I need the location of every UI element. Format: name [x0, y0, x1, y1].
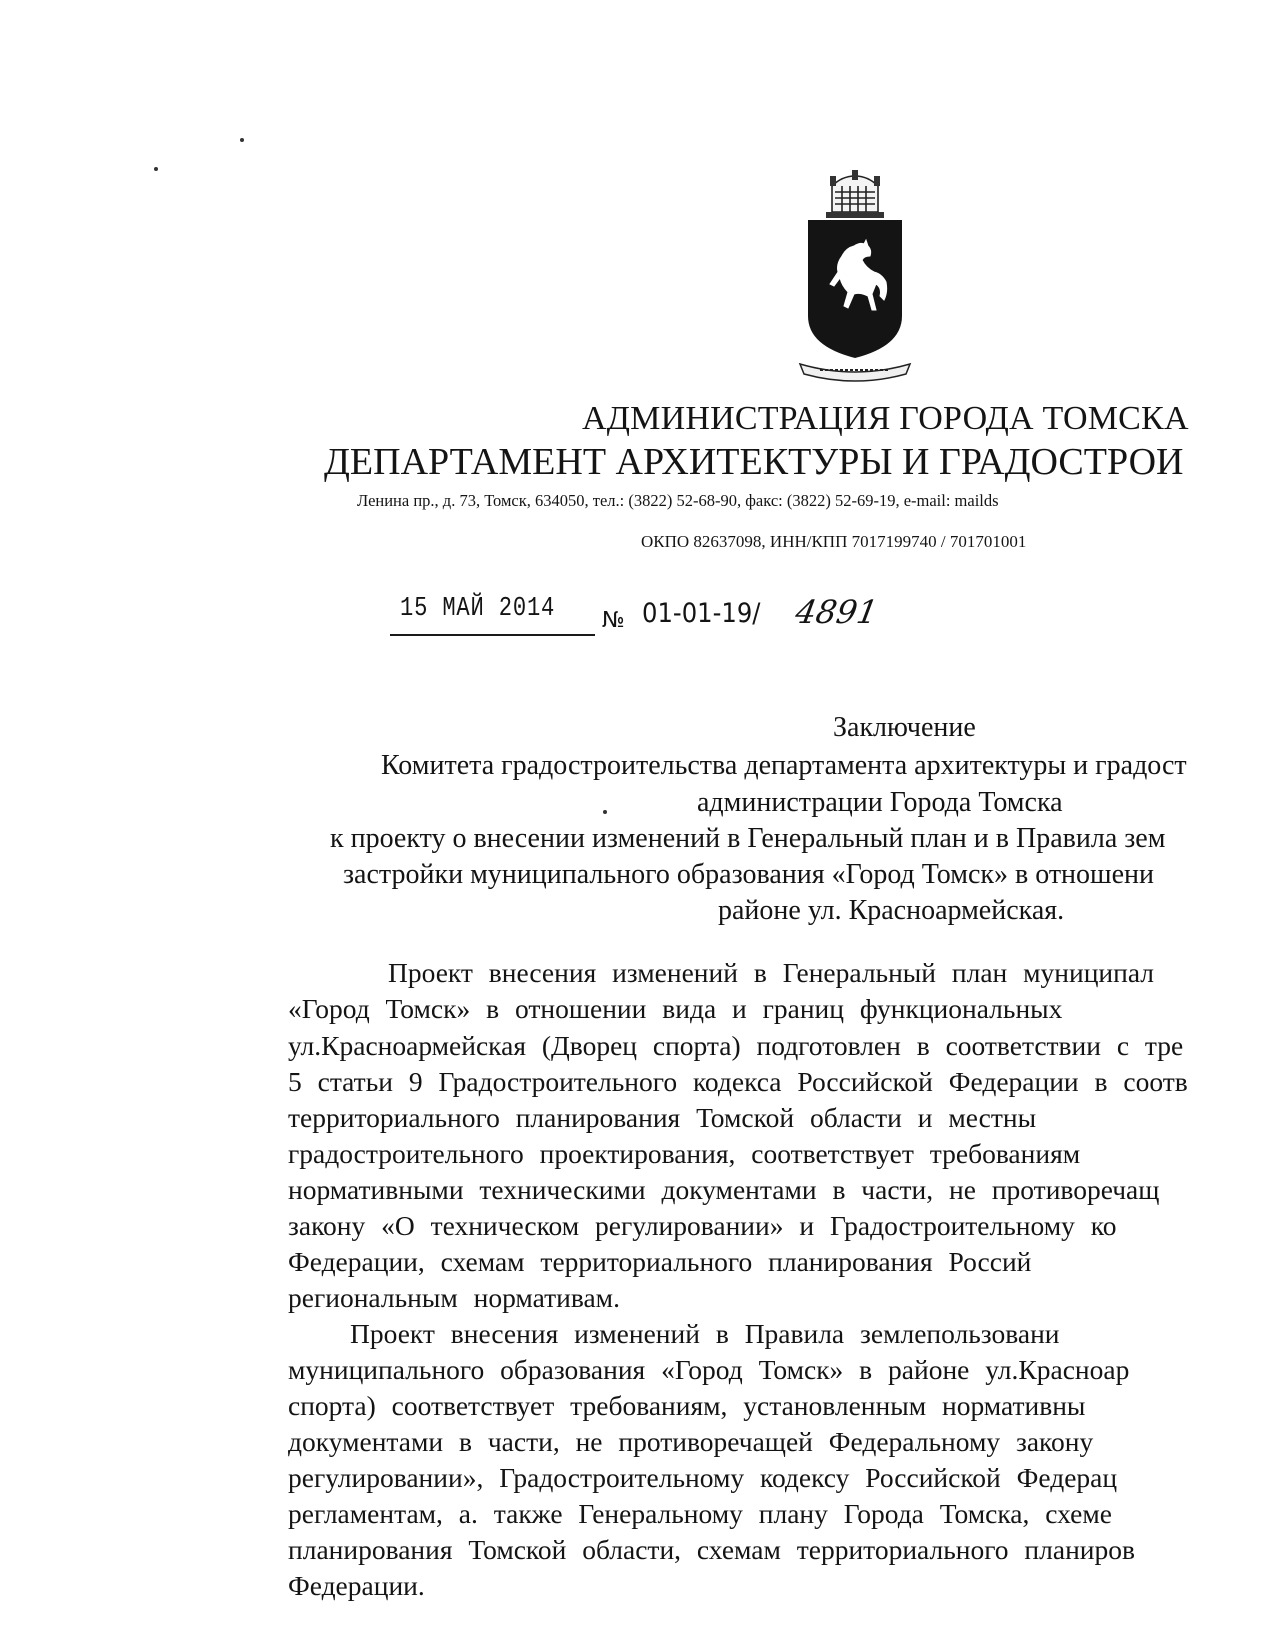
subtitle-line: к проекту о внесении изменений в Генеральный план и в Правила зем [330, 823, 1166, 854]
registration-number: 01-01-19/ [642, 598, 761, 629]
body-line: «Город Томск» в отношении вида и границ функциональных [288, 993, 1063, 1024]
body-line: градостроительного проектирования, соответствует требованиям [288, 1138, 1081, 1169]
scan-speck [603, 810, 607, 814]
body-line: 5 статьи 9 Градостроительного кодекса Российской Федерации в соотв [288, 1066, 1188, 1097]
body-line: муниципального образования «Город Томск» в районе ул.Красноар [288, 1354, 1130, 1385]
body-line: региональным нормативам. [288, 1282, 620, 1313]
subtitle-line: застройки муниципального образования «Город Томск» в отношени [343, 859, 1155, 890]
handwritten-number: 4891 [792, 593, 881, 631]
subtitle-line: районе ул. Красноармейская. [718, 895, 1065, 926]
body-line: документами в части, не противоречащей Федеральному закону [288, 1426, 1094, 1457]
body-line: Федерации, схемам территориального планирования Россий [288, 1246, 1032, 1277]
department-name: ДЕПАРТАМЕНТ АРХИТЕКТУРЫ И ГРАДОСТРОИ [324, 441, 1184, 483]
coat-of-arms-tomsk-icon [790, 168, 920, 383]
body-line: регламентам, а. также Генеральному плану Города Томска, схеме [288, 1498, 1112, 1529]
organization-name: АДМИНИСТРАЦИЯ ГОРОДА ТОМСКА [582, 400, 1189, 437]
body-line: планирования Томской области, схемам территориального планиров [288, 1534, 1135, 1565]
scan-speck [240, 138, 244, 142]
body-line: регулировании», Градостроительному кодексу Российской Федерац [288, 1462, 1118, 1493]
body-line: спорта) соответствует требованиям, установленным нормативны [288, 1390, 1086, 1421]
okpo-inn-line: ОКПО 82637098, ИНН/КПП 7017199740 / 701701001 [641, 532, 1027, 551]
body-line: территориального планирования Томской области и местны [288, 1102, 1037, 1133]
body-line: Проект внесения изменений в Генеральный план муниципал [388, 957, 1155, 988]
number-sign: № [602, 608, 625, 633]
body-line: нормативными техническими документами в части, не противоречащ [288, 1174, 1160, 1205]
body-line: закону «О техническом регулировании» и Градостроительному ко [288, 1210, 1117, 1241]
date-field [390, 592, 595, 636]
subtitle-line: администрации Города Томска [697, 787, 1063, 818]
document-title: Заключение [833, 712, 976, 743]
body-line: ул.Красноармейская (Дворец спорта) подготовлен в соответствии с тре [288, 1030, 1184, 1061]
body-line: Проект внесения изменений в Правила землепользовани [350, 1318, 1060, 1349]
contact-address: Ленина пр., д. 73, Томск, 634050, тел.: (3822) 52-68-90, факс: (3822) 52-69-19, e-mail: mailds [357, 491, 999, 510]
document-date: 15 МАЙ 2014 [400, 594, 556, 624]
scan-speck [154, 167, 158, 171]
subtitle-line: Комитета градостроительства департамента архитектуры и градост [381, 750, 1187, 781]
body-line: Федерации. [288, 1570, 425, 1601]
